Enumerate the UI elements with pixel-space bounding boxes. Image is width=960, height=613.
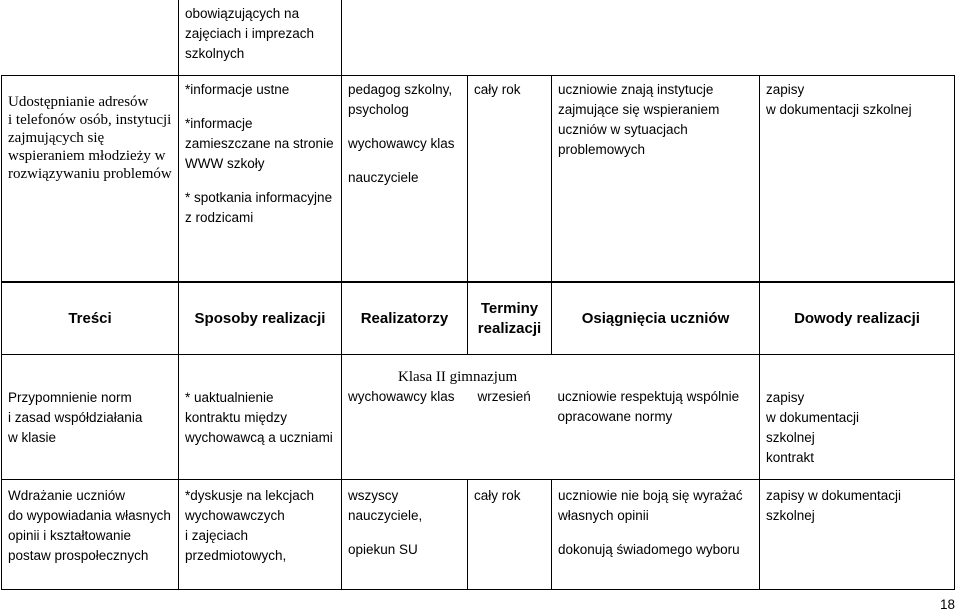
text-line: w klasie <box>8 430 57 445</box>
text-line: realizacji <box>477 319 542 337</box>
text-line: kontrakt <box>766 450 815 465</box>
header-methods: Sposoby realizacji <box>179 283 342 355</box>
implementers-cell <box>342 480 468 590</box>
top-table <box>1 0 955 282</box>
text-line: pedagog szkolny, <box>348 82 453 97</box>
text-line: zajmujących się <box>8 130 105 146</box>
text-line: Udostępnianie adresów <box>8 94 149 110</box>
text-line: zapisy <box>766 82 805 97</box>
main-table <box>1 282 955 590</box>
text-line: wychowawczych <box>185 508 285 523</box>
text-line: wychowawcy klas <box>348 136 455 151</box>
text-line: szkolnych <box>185 46 245 61</box>
text-line: w dokumentacji szkolnej <box>766 102 912 117</box>
text-line: kontraktu między <box>185 410 288 425</box>
text-line: *informacje ustne <box>185 82 290 97</box>
implementers-cell <box>342 76 468 282</box>
text-line: zapisy <box>766 390 805 405</box>
text-line: uczniowie znają instytucje <box>558 82 714 97</box>
term-cell <box>468 480 552 590</box>
text-line: własnych opinii <box>558 508 649 523</box>
text-line: uczniowie respektują wspólnie <box>557 389 740 404</box>
text-line: wychowawcy klas <box>348 389 455 404</box>
term-cell <box>468 76 552 282</box>
text-line: psycholog <box>348 102 409 117</box>
text-line: i zajęciach <box>185 528 249 543</box>
text-line: przedmiotowych, <box>185 548 287 563</box>
text-line: wrzesień <box>477 389 531 404</box>
text-line: z rodzicami <box>185 210 254 225</box>
text-line: uczniów w sytuacjach <box>558 122 688 137</box>
text-line: rozwiązywaniu problemów <box>8 166 172 182</box>
text-line: wychowawcą a uczniami <box>185 430 333 445</box>
text-line: w dokumentacji <box>766 410 860 425</box>
text-line: opiekun SU <box>348 542 418 557</box>
text-line: dokonują świadomego wyboru <box>558 542 740 557</box>
text-line: opracowane normy <box>557 409 673 424</box>
text-line: *informacje <box>185 116 253 131</box>
table-row <box>2 480 955 590</box>
text-line: zajęciach i imprezach <box>185 26 315 41</box>
text-line: do wypowiadania własnych <box>8 508 171 523</box>
text-line: problemowych <box>558 142 646 157</box>
text-line: * spotkania informacyjne <box>185 190 333 205</box>
text-line: postaw prospołecznych <box>8 548 149 563</box>
evidence-cell <box>760 355 955 480</box>
methods-cell <box>179 76 342 282</box>
text-line: zamieszczane na stronie <box>185 136 334 151</box>
text-line: WWW szkoły <box>185 156 265 171</box>
text-line: *dyskusje na lekcjach <box>185 488 315 503</box>
text-line: opinii i kształtowanie <box>8 528 132 543</box>
header-achievements: Osiągnięcia uczniów <box>552 283 760 355</box>
header-implementers: Realizatorzy <box>342 283 468 355</box>
text-line: i telefonów osób, instytucji <box>8 112 172 128</box>
content-cell <box>2 480 179 590</box>
content-cell <box>2 76 179 282</box>
evidence-cell <box>760 76 955 282</box>
text-line: zapisy w dokumentacji <box>766 488 902 503</box>
text-line: wspieraniem młodzieży w <box>8 148 166 164</box>
fragment-row <box>2 0 955 76</box>
page-number: 18 <box>940 597 956 612</box>
text-line: obowiązujących na <box>185 6 300 21</box>
header-row <box>2 283 955 355</box>
methods-cell <box>179 355 342 480</box>
text-line: Przypomnienie norm <box>8 390 132 405</box>
text-line: cały rok <box>474 82 521 97</box>
text-line: zajmujące się wspieraniem <box>558 102 720 117</box>
text-line: nauczyciele <box>348 170 419 185</box>
text-line: wszyscy <box>348 488 399 503</box>
header-terms <box>468 283 552 355</box>
evidence-cell <box>760 480 955 590</box>
class-label: Klasa II gimnazjum <box>398 369 518 385</box>
text-line: Wdrażanie uczniów <box>8 488 126 503</box>
text-line: Terminy <box>480 299 539 317</box>
header-evidence: Dowody realizacji <box>760 283 955 355</box>
text-line: szkolnej <box>766 508 815 523</box>
text-line: szkolnej <box>766 430 815 445</box>
text-line: i zasad współdziałania <box>8 410 143 425</box>
methods-cell <box>179 480 342 590</box>
text-line: uczniowie nie boją się wyrażać <box>558 488 743 503</box>
achievements-cell <box>552 76 760 282</box>
content-cell <box>2 355 179 480</box>
achievements-cell <box>552 480 760 590</box>
text-line: * uaktualnienie <box>185 390 274 405</box>
table-row <box>2 76 955 282</box>
achievements-cell <box>552 355 760 480</box>
header-contents: Treści <box>2 283 179 355</box>
text-line: cały rok <box>474 488 521 503</box>
text-line: nauczyciele, <box>348 508 423 523</box>
fragment-cell <box>179 0 342 76</box>
